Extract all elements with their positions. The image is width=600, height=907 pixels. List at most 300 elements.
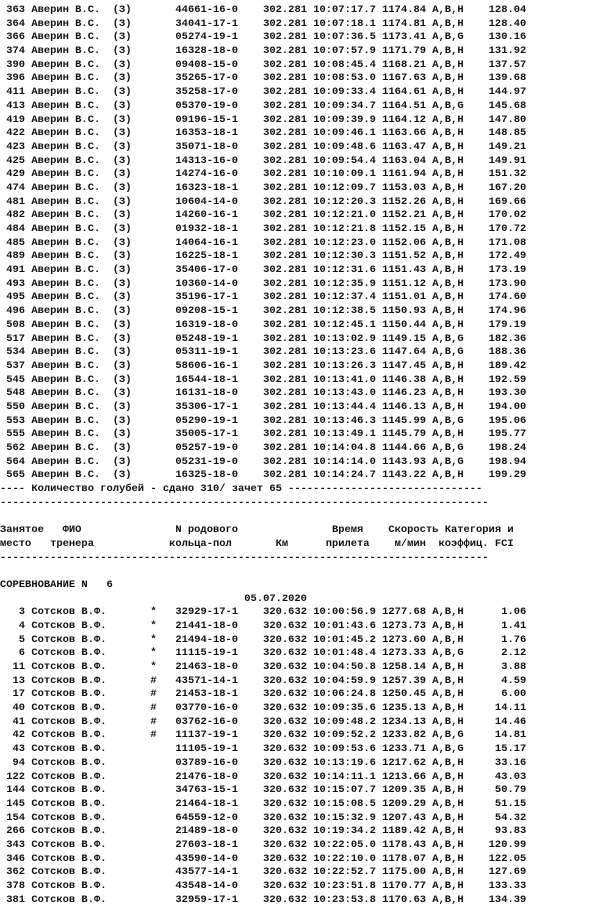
cell-category: A,B,H <box>432 852 464 865</box>
cell-place: 343 <box>0 838 26 851</box>
result-row <box>0 45 600 59</box>
cell-fci: 122.05 <box>469 852 527 865</box>
cell-name: Сотсков В.Ф. <box>31 797 113 810</box>
cell-category: A,B,G <box>432 647 464 660</box>
cell-time: 10:19:34.2 <box>313 825 376 838</box>
cell-km: 320.632 <box>263 756 307 769</box>
cell-ring: 05290-19-1 <box>175 414 239 427</box>
result-row <box>0 620 600 634</box>
cell-code <box>113 757 138 769</box>
result-row <box>0 237 600 251</box>
cell-category: A,B,H <box>432 318 464 331</box>
cell-km: 302.281 <box>263 414 307 427</box>
cell-fci: 198.24 <box>469 442 527 454</box>
cell-name: Аверин В.С. <box>31 58 113 71</box>
cell-category: A,B,H <box>432 633 464 646</box>
cell-name: Аверин В.С. <box>31 86 113 99</box>
cell-category: A,B,H <box>432 387 464 400</box>
cell-category: A,B,H <box>432 702 464 715</box>
cell-speed: 1170.63 <box>382 893 427 906</box>
cell-code: (З) <box>112 373 138 386</box>
cell-code: (З) <box>112 442 138 454</box>
cell-km: 302.281 <box>263 318 307 331</box>
cell-km: 302.281 <box>263 140 307 153</box>
result-row <box>0 374 600 388</box>
cell-category: A,B,H <box>432 236 464 249</box>
cell-place: 565 <box>0 469 26 482</box>
cell-category: A,B,H <box>432 154 464 167</box>
cell-code: (З) <box>112 140 138 153</box>
cell-fci: 130.16 <box>469 31 527 44</box>
cell-ring: 21453-18-1 <box>175 688 239 701</box>
cell-ring: 05257-19-0 <box>175 442 239 454</box>
cell-km: 320.632 <box>263 838 307 851</box>
cell-place: 508 <box>0 318 26 331</box>
result-row <box>0 319 600 333</box>
result-row <box>0 606 600 620</box>
cell-speed: 1171.79 <box>382 45 427 58</box>
cell-km: 302.281 <box>263 387 307 400</box>
cell-name: Аверин В.С. <box>31 223 113 235</box>
result-row <box>0 839 600 853</box>
cell-place: 495 <box>0 291 26 304</box>
cell-place: 94 <box>0 756 26 769</box>
cell-ring: 16319-18-0 <box>175 318 239 331</box>
cell-speed: 1143.93 <box>382 455 427 468</box>
cell-km: 320.632 <box>263 743 307 756</box>
cell-category: A,B,H <box>432 277 464 290</box>
cell-ring: 14313-16-0 <box>175 154 239 167</box>
cell-place: 537 <box>0 359 26 372</box>
cell-ring: 35406-17-0 <box>175 264 239 277</box>
cell-speed: 1151.12 <box>382 277 427 290</box>
cell-category: A,B,H <box>432 72 464 85</box>
cell-ring: 14274-16-0 <box>175 168 239 181</box>
cell-speed: 1163.66 <box>382 127 427 140</box>
cell-category: A,B,H <box>432 674 464 687</box>
cell-code <box>113 839 138 851</box>
cell-ring: 05231-19-0 <box>175 455 239 468</box>
cell-fci: 195.77 <box>469 428 527 441</box>
result-row <box>0 196 600 210</box>
cell-mark: # <box>150 688 157 701</box>
cell-name: Сотсков В.Ф. <box>31 825 113 838</box>
cell-km: 302.281 <box>263 181 307 194</box>
cell-fci: 179.19 <box>469 318 527 331</box>
cell-speed: 1273.60 <box>382 633 427 646</box>
cell-category: A,B,H <box>432 866 464 879</box>
result-row <box>0 771 600 785</box>
separator-line: ------------------------------------------------------------------------------ <box>0 496 489 509</box>
cell-fci: 15.17 <box>469 743 527 756</box>
cell-ring: 21441-18-0 <box>175 619 239 632</box>
cell-place: 5 <box>0 633 26 646</box>
cell-km: 302.281 <box>263 195 307 208</box>
cell-category: A,B,H <box>432 223 464 235</box>
cell-name: Аверин В.С. <box>31 318 113 331</box>
cell-fci: 3.88 <box>469 661 527 673</box>
cell-category: A,B,G <box>432 332 464 345</box>
result-row <box>0 428 600 442</box>
cell-code: (З) <box>112 250 138 263</box>
cell-km: 302.281 <box>263 264 307 277</box>
cell-place: 550 <box>0 400 26 413</box>
cell-place: 11 <box>0 661 26 673</box>
cell-fci: 182.36 <box>469 332 527 345</box>
cell-fci: 195.06 <box>469 414 527 427</box>
cell-ring: 14260-16-1 <box>175 209 239 222</box>
competition-date: 05.07.2020 <box>244 592 307 605</box>
cell-category: A,B,G <box>432 99 464 112</box>
cell-place: 17 <box>0 688 26 701</box>
cell-code: (З) <box>112 387 138 400</box>
cell-place: 390 <box>0 58 26 71</box>
result-row <box>0 223 600 237</box>
result-row <box>0 716 600 730</box>
cell-time: 10:09:48.2 <box>313 715 376 728</box>
cell-name: Аверин В.С. <box>31 373 113 386</box>
cell-speed: 1164.51 <box>382 99 427 112</box>
cell-time: 10:09:39.9 <box>313 113 376 126</box>
cell-km: 302.281 <box>263 332 307 345</box>
cell-km: 320.632 <box>263 661 307 673</box>
result-row <box>0 647 600 661</box>
cell-category: A,B,H <box>432 140 464 153</box>
cell-speed: 1153.03 <box>382 181 427 194</box>
cell-ring: 16328-18-0 <box>175 45 239 58</box>
cell-place: 534 <box>0 346 26 359</box>
cell-category: A,B,H <box>432 359 464 372</box>
cell-speed: 1144.66 <box>382 442 427 454</box>
column-header-line-2: место тренера кольца-пол Км прилета м/мин коэффиц. FCI <box>0 537 514 550</box>
cell-code: (З) <box>112 209 138 222</box>
cell-km: 302.281 <box>263 469 307 482</box>
cell-ring: 43571-14-1 <box>175 674 239 687</box>
cell-category: A,B,H <box>432 400 464 413</box>
cell-category: A,B,H <box>432 168 464 181</box>
cell-place: 374 <box>0 45 26 58</box>
cell-category: A,B,H <box>432 784 464 797</box>
cell-code <box>113 647 138 659</box>
result-row <box>0 825 600 839</box>
cell-fci: 43.03 <box>469 770 527 783</box>
result-row <box>0 866 600 880</box>
results-document <box>0 4 600 907</box>
result-row <box>0 100 600 114</box>
competition-number: 6 <box>106 578 113 591</box>
cell-name: Аверин В.С. <box>31 277 113 290</box>
cell-code: (З) <box>112 4 138 16</box>
cell-time: 10:13:19.6 <box>313 756 376 769</box>
cell-ring: 32929-17-1 <box>175 606 239 619</box>
cell-time: 10:14:24.7 <box>313 469 376 482</box>
cell-time: 10:12:37.4 <box>313 291 376 304</box>
cell-code: (З) <box>112 305 138 318</box>
cell-code: (З) <box>112 469 138 482</box>
cell-time: 10:12:21.8 <box>313 223 376 235</box>
result-row <box>0 305 600 319</box>
cell-speed: 1147.64 <box>382 346 427 359</box>
cell-name: Аверин В.С. <box>31 291 113 304</box>
cell-code: (З) <box>112 195 138 208</box>
cell-time: 10:04:59.9 <box>313 674 376 687</box>
cell-fci: 171.08 <box>469 236 527 249</box>
cell-km: 320.632 <box>263 633 307 646</box>
cell-time: 10:15:07.7 <box>313 784 376 797</box>
cell-km: 302.281 <box>263 346 307 359</box>
cell-name: Аверин В.С. <box>31 264 113 277</box>
result-row <box>0 675 600 689</box>
cell-fci: 120.99 <box>469 838 527 851</box>
cell-place: 481 <box>0 195 26 208</box>
cell-time: 10:13:46.3 <box>313 414 376 427</box>
cell-speed: 1146.13 <box>382 400 427 413</box>
cell-time: 10:13:02.9 <box>313 332 376 345</box>
cell-place: 413 <box>0 99 26 112</box>
cell-speed: 1174.84 <box>382 4 427 16</box>
cell-code: (З) <box>112 31 138 44</box>
cell-name: Аверин В.С. <box>31 455 113 468</box>
cell-ring: 09408-15-0 <box>175 58 239 71</box>
cell-code <box>113 866 138 878</box>
result-row <box>0 798 600 812</box>
cell-speed: 1217.62 <box>382 756 427 769</box>
result-row <box>0 469 600 483</box>
cell-place: 562 <box>0 442 26 454</box>
cell-place: 489 <box>0 250 26 263</box>
cell-name: Аверин В.С. <box>31 346 113 359</box>
cell-ring: 16353-18-1 <box>175 127 239 140</box>
cell-place: 4 <box>0 619 26 632</box>
cell-ring: 27603-18-1 <box>175 838 239 851</box>
cell-code: (З) <box>112 236 138 249</box>
cell-mark: # <box>150 729 157 742</box>
cell-name: Сотсков В.Ф. <box>31 880 113 892</box>
cell-name: Аверин В.С. <box>31 4 113 16</box>
cell-place: 553 <box>0 414 26 427</box>
cell-category: A,B,H <box>432 195 464 208</box>
cell-speed: 1189.42 <box>382 825 427 838</box>
cell-time: 10:09:35.6 <box>313 702 376 715</box>
cell-fci: 4.59 <box>469 674 527 687</box>
cell-speed: 1163.47 <box>382 140 427 153</box>
cell-code <box>113 702 138 714</box>
cell-fci: 127.69 <box>469 866 527 879</box>
cell-fci: 1.76 <box>469 633 527 646</box>
cell-km: 302.281 <box>263 72 307 85</box>
cell-speed: 1207.43 <box>382 811 427 824</box>
cell-speed: 1163.04 <box>382 154 427 167</box>
result-row <box>0 264 600 278</box>
cell-category: A,B,H <box>432 661 464 673</box>
result-row <box>0 209 600 223</box>
cell-speed: 1233.82 <box>382 729 427 742</box>
cell-place: 411 <box>0 86 26 99</box>
cell-km: 302.281 <box>263 99 307 112</box>
cell-place: 363 <box>0 4 26 16</box>
cell-category: A,B,H <box>432 305 464 318</box>
cell-time: 10:09:33.4 <box>313 86 376 99</box>
cell-time: 10:12:21.0 <box>313 209 376 222</box>
results-section-2 <box>0 606 600 907</box>
cell-place: 485 <box>0 236 26 249</box>
result-row <box>0 880 600 894</box>
cell-name: Сотсков В.Ф. <box>31 811 113 824</box>
cell-code: (З) <box>112 400 138 413</box>
result-row <box>0 86 600 100</box>
result-row <box>0 757 600 771</box>
cell-fci: 170.02 <box>469 209 527 222</box>
cell-time: 10:00:56.9 <box>313 606 376 619</box>
cell-fci: 169.66 <box>469 195 527 208</box>
cell-place: 42 <box>0 729 26 742</box>
cell-place: 6 <box>0 647 26 660</box>
cell-time: 10:22:05.0 <box>313 838 376 851</box>
results-section-1 <box>0 4 600 483</box>
result-row <box>0 702 600 716</box>
cell-km: 302.281 <box>263 373 307 386</box>
cell-category: A,B,H <box>432 264 464 277</box>
cell-speed: 1174.81 <box>382 17 427 30</box>
cell-name: Сотсков В.Ф. <box>31 852 113 865</box>
cell-category: A,B,H <box>432 181 464 194</box>
cell-speed: 1143.22 <box>382 469 427 482</box>
cell-place: 422 <box>0 127 26 140</box>
cell-ring: 01932-18-1 <box>175 223 239 235</box>
result-row <box>0 442 600 456</box>
cell-fci: 128.04 <box>469 4 527 16</box>
cell-time: 10:15:32.9 <box>313 811 376 824</box>
cell-ring: 21489-18-0 <box>175 825 239 838</box>
result-row <box>0 743 600 757</box>
result-row <box>0 4 600 18</box>
cell-fci: 14.46 <box>469 715 527 728</box>
cell-km: 320.632 <box>263 825 307 838</box>
cell-code <box>113 716 138 728</box>
cell-place: 381 <box>0 893 26 906</box>
cell-mark: * <box>150 633 157 646</box>
cell-fci: 193.30 <box>469 387 527 400</box>
cell-km: 302.281 <box>263 17 307 30</box>
cell-place: 496 <box>0 305 26 318</box>
cell-fci: 149.21 <box>469 140 527 153</box>
cell-name: Аверин В.С. <box>31 181 113 194</box>
cell-code: (З) <box>112 58 138 71</box>
cell-km: 302.281 <box>263 359 307 372</box>
cell-time: 10:01:48.4 <box>313 647 376 660</box>
cell-time: 10:04:50.8 <box>313 661 376 673</box>
cell-speed: 1178.07 <box>382 852 427 865</box>
cell-km: 302.281 <box>263 58 307 71</box>
result-row <box>0 155 600 169</box>
cell-ring: 21476-18-0 <box>175 770 239 783</box>
cell-code: (З) <box>112 318 138 331</box>
cell-time: 10:09:46.1 <box>313 127 376 140</box>
cell-time: 10:12:20.3 <box>313 195 376 208</box>
cell-place: 517 <box>0 332 26 345</box>
cell-category: A,B,H <box>432 619 464 632</box>
cell-time: 10:14:04.8 <box>313 442 376 454</box>
cell-name: Сотсков В.Ф. <box>31 743 113 756</box>
cell-fci: 194.00 <box>469 400 527 413</box>
cell-speed: 1209.29 <box>382 797 427 810</box>
cell-name: Аверин В.С. <box>31 113 113 126</box>
cell-speed: 1173.41 <box>382 31 427 44</box>
cell-speed: 1152.21 <box>382 209 427 222</box>
cell-ring: 16225-18-1 <box>175 250 239 263</box>
cell-fci: 128.40 <box>469 17 527 30</box>
cell-code: (З) <box>112 45 138 58</box>
cell-place: 425 <box>0 154 26 167</box>
cell-fci: 149.91 <box>469 154 527 167</box>
cell-mark: # <box>150 702 157 715</box>
cell-speed: 1273.73 <box>382 619 427 632</box>
cell-name: Аверин В.С. <box>31 442 113 454</box>
result-row <box>0 729 600 743</box>
cell-fci: 133.33 <box>469 880 527 892</box>
cell-speed: 1233.71 <box>382 743 427 756</box>
cell-place: 493 <box>0 277 26 290</box>
cell-code: (З) <box>112 99 138 112</box>
cell-fci: 54.32 <box>469 811 527 824</box>
result-row <box>0 59 600 73</box>
cell-ring: 35196-17-1 <box>175 291 239 304</box>
cell-km: 302.281 <box>263 305 307 318</box>
cell-mark: # <box>150 715 157 728</box>
cell-time: 10:15:08.5 <box>313 797 376 810</box>
cell-fci: 167.20 <box>469 181 527 194</box>
cell-km: 302.281 <box>263 277 307 290</box>
cell-km: 320.632 <box>263 893 307 906</box>
cell-name: Аверин В.С. <box>31 414 113 427</box>
cell-speed: 1151.52 <box>382 250 427 263</box>
cell-km: 302.281 <box>263 45 307 58</box>
cell-fci: 139.68 <box>469 72 527 85</box>
cell-speed: 1145.99 <box>382 414 427 427</box>
cell-category: A,B,H <box>432 756 464 769</box>
cell-ring: 35258-17-0 <box>175 86 239 99</box>
cell-category: A,B,H <box>432 17 464 30</box>
cell-category: A,B,H <box>432 250 464 263</box>
cell-speed: 1150.93 <box>382 305 427 318</box>
cell-time: 10:08:45.4 <box>313 58 376 71</box>
cell-ring: 58606-16-1 <box>175 359 239 372</box>
cell-place: 564 <box>0 455 26 468</box>
cell-km: 320.632 <box>263 688 307 701</box>
cell-code: (З) <box>112 127 138 140</box>
cell-category: A,B,H <box>432 880 464 892</box>
cell-speed: 1213.66 <box>382 770 427 783</box>
cell-code: (З) <box>112 277 138 290</box>
result-row <box>0 291 600 305</box>
cell-speed: 1152.26 <box>382 195 427 208</box>
cell-km: 302.281 <box>263 86 307 99</box>
cell-mark: * <box>150 661 157 673</box>
result-row <box>0 415 600 429</box>
cell-time: 10:13:26.3 <box>313 359 376 372</box>
cell-place: 419 <box>0 113 26 126</box>
cell-category: A,B,G <box>432 729 464 742</box>
cell-category: A,B,H <box>432 428 464 441</box>
cell-km: 302.281 <box>263 455 307 468</box>
cell-time: 10:23:51.8 <box>313 880 376 892</box>
cell-code <box>113 853 138 865</box>
cell-code: (З) <box>112 17 138 30</box>
cell-code <box>113 894 138 906</box>
cell-km: 302.281 <box>263 428 307 441</box>
cell-km: 302.281 <box>263 168 307 181</box>
cell-code: (З) <box>112 86 138 99</box>
